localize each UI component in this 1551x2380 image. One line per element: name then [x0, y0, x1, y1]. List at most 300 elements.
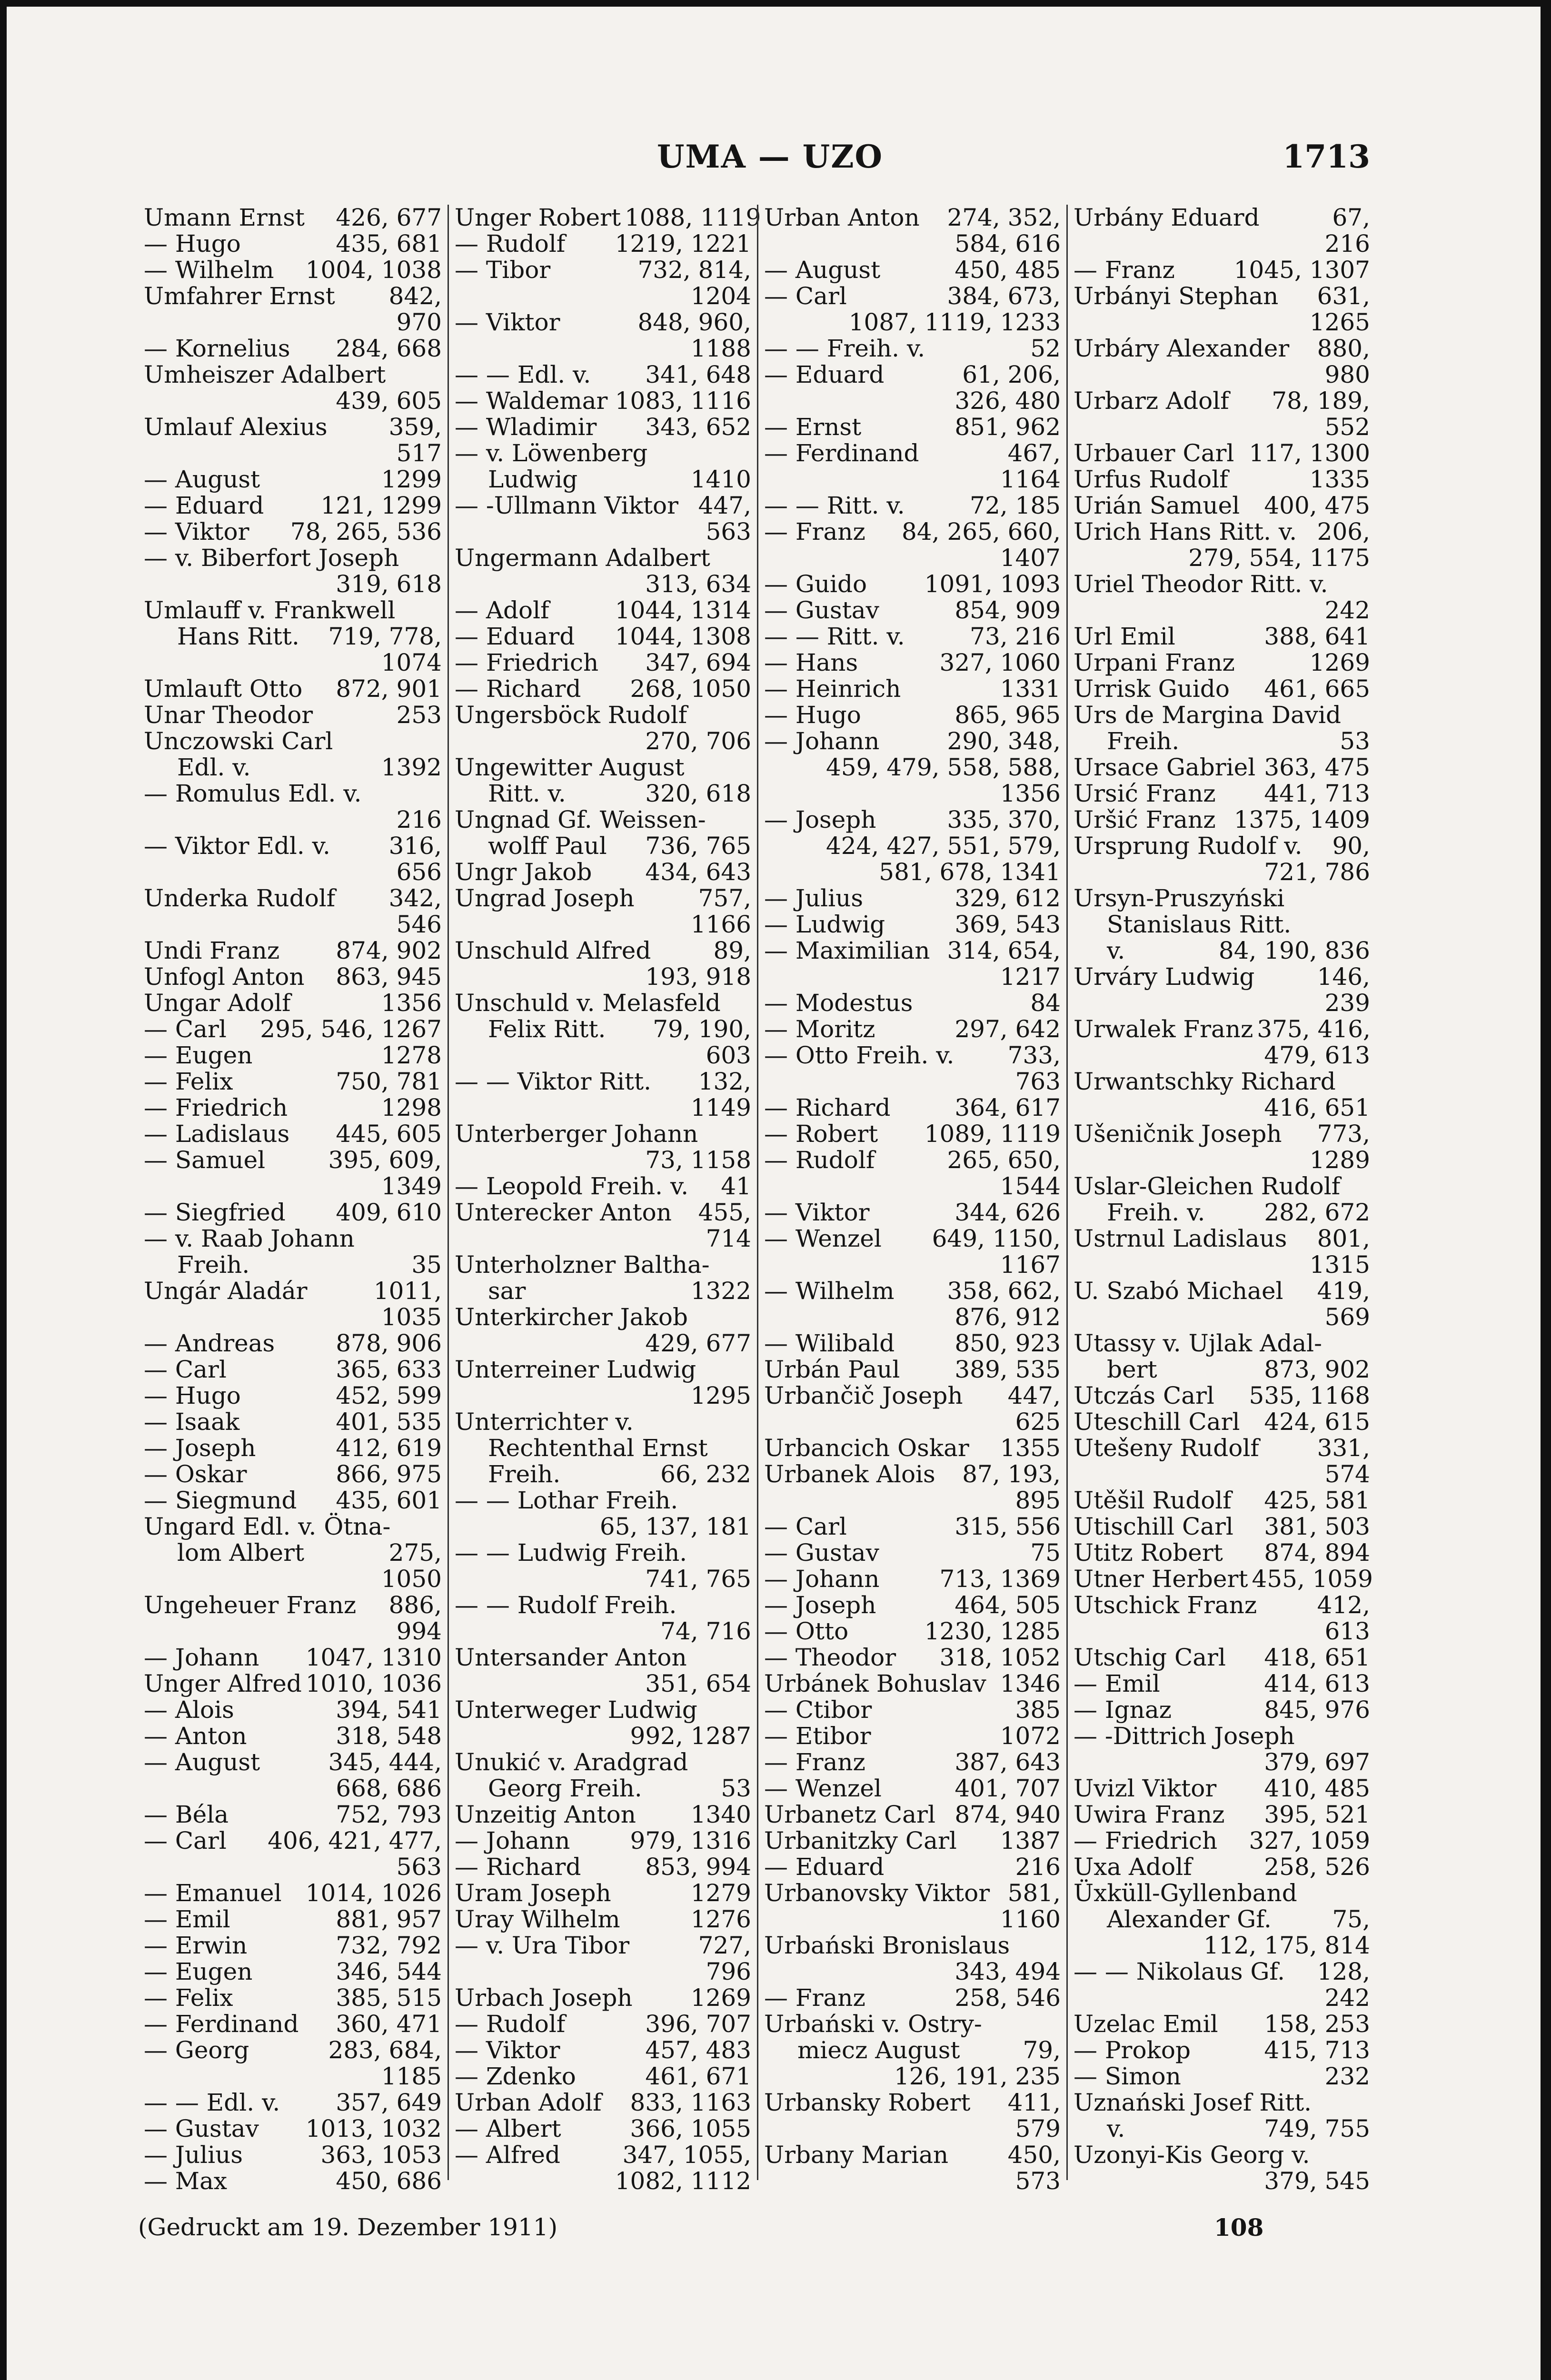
index-entry [144, 1697, 442, 1723]
index-entry [144, 912, 442, 938]
entry-name: — Richard [764, 1094, 891, 1121]
entry-name: — Max [144, 2167, 228, 2195]
entry-pages: 65, 137, 181 [599, 1513, 751, 1540]
index-entry [144, 1330, 442, 1357]
index-entry [764, 676, 1061, 702]
entry-name: — Zdenko [455, 2063, 576, 2090]
entry-name: — August [144, 466, 260, 493]
index-entry [455, 833, 751, 859]
index-entry [144, 1880, 442, 1906]
entry-name: — Siegfried [144, 1199, 286, 1226]
index-column-4 [1066, 204, 1376, 2195]
entry-name: Umheiszer Adalbert [144, 361, 386, 388]
entry-pages: 268, 1050 [630, 675, 751, 703]
entry-pages: 1407 [1000, 544, 1061, 572]
entry-name: Ungár Aladár [144, 1277, 308, 1305]
entry-name: — Tibor [455, 256, 551, 284]
entry-pages: 128, [1317, 1958, 1370, 1985]
entry-pages: 73, 1158 [645, 1146, 751, 1174]
entry-pages: 1013, 1032 [305, 2115, 442, 2142]
index-entry [1074, 545, 1370, 571]
entry-name: Uzonyi-Kis Georg v. [1074, 2141, 1310, 2169]
entry-name: — Kornelius [144, 335, 290, 362]
entry-pages: 455, 1059 [1252, 1565, 1373, 1593]
index-entry [764, 833, 1061, 859]
index-entry [1074, 859, 1370, 885]
entry-name: Uznański Josef Ritt. [1074, 2089, 1312, 2116]
index-entry [764, 2116, 1061, 2142]
entry-name: Utschig Carl [1074, 1644, 1226, 1671]
entry-name: Urpani Franz [1074, 649, 1235, 676]
entry-name: — Prokop [1074, 2036, 1191, 2064]
index-entry [455, 1514, 751, 1540]
entry-name: Uriel Theodor Ritt. v. [1074, 570, 1328, 598]
entry-name: — — Edl. v. [455, 361, 591, 388]
entry-name: — Robert [764, 1120, 878, 1148]
index-entry [455, 1959, 751, 1985]
index-entry [1074, 231, 1370, 257]
entry-name: Unschuld Alfred [455, 937, 651, 964]
entry-pages: 1082, 1112 [615, 2167, 751, 2195]
entry-name: — Wenzel [764, 1775, 882, 1802]
entry-name: Urban Anton [764, 204, 920, 231]
entry-pages: 121, 1299 [320, 492, 442, 519]
entry-name: Urbanetz Carl [764, 1801, 935, 1828]
entry-pages [1366, 885, 1370, 912]
entry-pages: 345, 444, [328, 1748, 442, 1776]
entry-pages: 35 [411, 1251, 442, 1279]
entry-name: — Eugen [144, 1041, 253, 1069]
entry-pages: 375, 416, [1257, 1015, 1371, 1043]
entry-name: — Otto [764, 1617, 849, 1645]
entry-pages: 146, [1317, 963, 1370, 991]
index-entry [455, 2063, 751, 2090]
entry-pages: 242 [1324, 1984, 1370, 2012]
index-entry [1074, 283, 1370, 309]
index-columns [138, 204, 1376, 2195]
entry-pages: 1349 [381, 1172, 442, 1200]
index-entry [1074, 964, 1370, 990]
entry-pages [1366, 1173, 1370, 1200]
entry-pages: 517 [396, 439, 442, 467]
entry-name: — Friedrich [1074, 1827, 1218, 1854]
index-entry [1074, 1226, 1370, 1252]
entry-name: — Adolf [455, 596, 549, 624]
entry-name: Urrisk Guido [1074, 675, 1230, 703]
entry-name: Urich Hans Ritt. v. [1074, 518, 1297, 545]
entry-name: Urbach Joseph [455, 1984, 633, 2012]
entry-name: Utitz Robert [1074, 1539, 1223, 1567]
entry-pages: 750, 781 [336, 1068, 442, 1095]
entry-name: — Johann [144, 1644, 259, 1671]
entry-name: Urbarz Adolf [1074, 387, 1229, 415]
index-entry [1074, 309, 1370, 336]
entry-pages [438, 781, 442, 807]
page-number: 1713 [1283, 138, 1370, 175]
index-entry [144, 1592, 442, 1618]
entry-pages: 343, 652 [645, 413, 751, 441]
index-entry [764, 2011, 1061, 2037]
index-entry [455, 624, 751, 650]
entry-pages: 258, 546 [954, 1984, 1061, 2012]
index-entry [764, 1357, 1061, 1383]
entry-pages: 1047, 1310 [305, 1644, 442, 1671]
entry-pages: 603 [706, 1041, 751, 1069]
entry-name: Uwira Franz [1074, 1801, 1225, 1828]
entry-name: — Alois [144, 1696, 234, 1724]
entry-name: Unterecker Anton [455, 1199, 672, 1226]
index-entry [764, 650, 1061, 676]
entry-pages: 1164 [1000, 466, 1061, 493]
index-entry [764, 1042, 1061, 1069]
index-entry [1074, 1671, 1370, 1697]
entry-pages: 1011, [373, 1277, 442, 1305]
entry-pages: 1315 [1309, 1251, 1370, 1279]
index-entry [1074, 754, 1370, 781]
index-entry [764, 1304, 1061, 1330]
index-entry [455, 1173, 751, 1200]
index-entry [144, 1775, 442, 1802]
index-entry [764, 440, 1061, 466]
entry-pages: 385, 515 [336, 1984, 442, 2012]
entry-pages: 346, 544 [336, 1958, 442, 1985]
entry-pages: 357, 649 [336, 2089, 442, 2116]
entry-name: Urváry Ludwig [1074, 963, 1255, 991]
entry-name: — Friedrich [144, 1094, 288, 1121]
index-entry [144, 205, 442, 231]
entry-pages: 406, 421, 477, [268, 1827, 442, 1854]
entry-pages: 74, 716 [660, 1617, 751, 1645]
entry-pages [747, 1592, 751, 1618]
entry-pages: 364, 617 [954, 1094, 1061, 1121]
entry-pages: 52 [1030, 335, 1061, 362]
entry-pages: 351, 654 [645, 1670, 751, 1697]
index-entry [764, 414, 1061, 440]
entry-pages: 796 [706, 1958, 751, 1985]
index-entry [455, 1828, 751, 1854]
entry-pages [1366, 1069, 1370, 1095]
index-entry [455, 231, 751, 257]
entry-name: Ustrnul Ladislaus [1074, 1225, 1287, 1252]
index-entry [455, 1069, 751, 1095]
entry-pages [747, 990, 751, 1016]
entry-name: Uteschill Carl [1074, 1408, 1240, 1436]
entry-pages: 631, [1317, 282, 1370, 310]
entry-name: Edl. v. [177, 754, 251, 781]
index-entry [144, 2116, 442, 2142]
entry-pages: 1340 [690, 1801, 751, 1828]
entry-pages: 359, [388, 413, 442, 441]
index-entry [455, 493, 751, 519]
entry-pages: 411, [1007, 2089, 1061, 2116]
entry-pages: 270, 706 [645, 727, 751, 755]
index-entry [144, 1069, 442, 1095]
index-entry [455, 1330, 751, 1357]
entry-name: — Maximilian [764, 937, 930, 964]
index-entry [455, 1095, 751, 1121]
entry-name: — Leopold Freih. v. [455, 1172, 689, 1200]
entry-pages [747, 1488, 751, 1514]
entry-pages: 282, 672 [1264, 1199, 1370, 1226]
entry-name: — — Nikolaus Gf. [1074, 1958, 1285, 1985]
entry-pages: 295, 546, 1267 [260, 1015, 442, 1043]
entry-pages: 719, 778, [328, 623, 442, 650]
index-entry [455, 650, 751, 676]
entry-name: — -Dittrich Joseph [1074, 1722, 1295, 1750]
entry-pages: 1185 [381, 2063, 442, 2090]
entry-pages: 84, 190, 836 [1218, 937, 1370, 964]
entry-name: — Wilibald [764, 1329, 895, 1357]
entry-pages: 625 [1015, 1408, 1061, 1436]
entry-name: Ungewitter August [455, 754, 685, 781]
index-entry [1074, 519, 1370, 545]
index-entry [455, 990, 751, 1016]
entry-name: — Viktor [455, 2036, 560, 2064]
entry-name: — Simon [1074, 2063, 1181, 2090]
entry-name: Uram Joseph [455, 1879, 611, 1907]
index-entry [455, 885, 751, 912]
entry-pages: 435, 601 [336, 1487, 442, 1514]
entry-name: Felix Ritt. [488, 1015, 606, 1043]
entry-name: — Albert [455, 2115, 561, 2142]
index-entry [764, 1069, 1061, 1095]
entry-pages: 318, 1052 [939, 1644, 1061, 1671]
entry-pages: 385 [1015, 1696, 1061, 1724]
entry-name: Unar Theodor [144, 701, 313, 729]
entry-name: — Anton [144, 1722, 247, 1750]
entry-name: — Wilhelm [144, 256, 274, 284]
index-entry [764, 309, 1061, 336]
entry-name: Unterholzner Baltha- [455, 1251, 710, 1279]
index-entry [1074, 1828, 1370, 1854]
entry-pages: 552 [1324, 413, 1370, 441]
entry-pages: 447, [698, 492, 751, 519]
index-entry [144, 2142, 442, 2168]
index-entry [764, 362, 1061, 388]
entry-name: — Wenzel [764, 1225, 882, 1252]
index-entry [144, 1016, 442, 1042]
index-entry [455, 1121, 751, 1147]
entry-name: — Heinrich [764, 675, 901, 703]
index-entry [144, 781, 442, 807]
entry-name: Urwantschky Richard [1074, 1068, 1336, 1095]
entry-pages: 347, 1055, [622, 2141, 751, 2169]
entry-name: — Rudolf [455, 230, 566, 258]
entry-pages: 53 [1340, 727, 1370, 755]
index-entry [1074, 362, 1370, 388]
index-entry [764, 519, 1061, 545]
entry-name: — Béla [144, 1801, 229, 1828]
index-entry [455, 362, 751, 388]
entry-pages: 450, 686 [336, 2167, 442, 2195]
entry-pages [438, 728, 442, 754]
entry-name: — Johann [455, 1827, 570, 1854]
entry-name: — Richard [455, 1853, 581, 1881]
index-entry [1074, 1802, 1370, 1828]
entry-pages: 459, 479, 558, 588, [826, 754, 1061, 781]
index-entry [455, 1592, 751, 1618]
entry-name: — Andreas [144, 1329, 275, 1357]
index-entry [1074, 1016, 1370, 1042]
entry-pages: 320, 618 [645, 780, 751, 807]
entry-pages [747, 545, 751, 571]
entry-pages: 84 [1030, 989, 1061, 1017]
index-entry [764, 990, 1061, 1016]
index-entry [1074, 1592, 1370, 1618]
index-entry [455, 1304, 751, 1330]
entry-pages: 314, 654, [947, 937, 1061, 964]
entry-name: — — Viktor Ritt. [455, 1068, 652, 1095]
index-entry [1074, 388, 1370, 414]
entry-name: Utešeny Rudolf [1074, 1434, 1259, 1462]
entry-pages: 713, 1369 [939, 1565, 1061, 1593]
entry-pages: 872, 901 [336, 675, 442, 703]
entry-pages: 584, 616 [954, 230, 1061, 258]
index-entry [455, 1488, 751, 1514]
entry-name: — Isaak [144, 1408, 240, 1436]
index-entry [1074, 2168, 1370, 2194]
entry-pages: 331, [1317, 1434, 1370, 1462]
index-entry [764, 1618, 1061, 1645]
index-entry [764, 2090, 1061, 2116]
entry-pages: 1375, 1409 [1233, 806, 1370, 833]
entry-pages: 369, 543 [954, 911, 1061, 938]
entry-pages: 1331 [1000, 675, 1061, 703]
entry-pages: 416, 651 [1264, 1094, 1370, 1121]
index-entry [455, 1357, 751, 1383]
index-entry [455, 859, 751, 885]
entry-name: — Felix [144, 1984, 233, 2012]
entry-name: Utěšil Rudolf [1074, 1487, 1232, 1514]
index-entry [1074, 336, 1370, 362]
index-entry [1074, 1330, 1370, 1357]
entry-name: — Emil [1074, 1670, 1160, 1697]
index-entry [764, 1226, 1061, 1252]
index-entry [764, 1854, 1061, 1880]
index-entry [455, 1802, 751, 1828]
entry-pages: 327, 1060 [939, 649, 1061, 676]
entry-name: Üxküll-Gyllenband [1074, 1879, 1297, 1907]
entry-pages: 75 [1030, 1539, 1061, 1567]
entry-pages [1366, 1723, 1370, 1749]
index-entry [144, 2168, 442, 2194]
entry-pages: 424, 427, 551, 579, [826, 832, 1061, 860]
entry-pages: 461, 665 [1264, 675, 1370, 703]
entry-name: Unzeitig Anton [455, 1801, 636, 1828]
print-date-note: (Gedruckt am 19. Dezember 1911) [138, 2213, 558, 2241]
entry-pages: 258, 526 [1264, 1853, 1370, 1881]
entry-pages: 732, 814, [637, 256, 751, 284]
entry-pages: 439, 605 [336, 387, 442, 415]
index-entry [764, 1514, 1061, 1540]
entry-name: Unukić v. Aradgrad [455, 1748, 688, 1776]
entry-pages: 297, 642 [954, 1015, 1061, 1043]
entry-name: Ungar Adolf [144, 989, 291, 1017]
entry-name: Urbany Marian [764, 2141, 949, 2169]
entry-pages: 363, 1053 [320, 2141, 442, 2169]
entry-name: — Julius [144, 2141, 243, 2169]
entry-pages: 881, 957 [336, 1905, 442, 1933]
entry-name: Utczás Carl [1074, 1382, 1214, 1409]
entry-pages: 313, 634 [645, 570, 751, 598]
entry-pages: 866, 975 [336, 1460, 442, 1488]
entry-pages: 732, 792 [336, 1932, 442, 1959]
index-entry [764, 1409, 1061, 1435]
entry-name: — Ferdinand [144, 2010, 299, 2038]
index-entry [144, 702, 442, 728]
index-entry [144, 1906, 442, 1933]
index-entry [455, 1226, 751, 1252]
entry-pages: 1279 [690, 1879, 751, 1907]
index-entry [1074, 885, 1370, 912]
index-entry [144, 1147, 442, 1173]
index-entry [1074, 1200, 1370, 1226]
entry-pages: 61, 206, [962, 361, 1061, 388]
entry-name: Urbanek Alois [764, 1460, 935, 1488]
entry-name: — — Ritt. v. [764, 492, 905, 519]
entry-name: — Franz [764, 518, 865, 545]
entry-pages: 358, 662, [947, 1277, 1061, 1305]
entry-pages: 90, [1332, 832, 1370, 860]
entry-name: Uvizl Viktor [1074, 1775, 1217, 1802]
index-entry [764, 1985, 1061, 2011]
entry-pages: 752, 793 [336, 1801, 442, 1828]
entry-pages: 1089, 1119 [924, 1120, 1061, 1148]
entry-pages: 569 [1324, 1303, 1370, 1331]
entry-pages: 1083, 1116 [615, 387, 751, 415]
entry-name: bert [1107, 1356, 1157, 1383]
index-entry [764, 912, 1061, 938]
entry-pages: 1289 [1309, 1146, 1370, 1174]
entry-name: Ursić Franz [1074, 780, 1216, 807]
index-entry [1074, 912, 1370, 938]
index-entry [764, 624, 1061, 650]
index-entry [764, 1906, 1061, 1933]
entry-pages: 979, 1316 [630, 1827, 751, 1854]
entry-name: Umlauft Otto [144, 675, 303, 703]
entry-name: — Eduard [764, 361, 885, 388]
entry-name: Ungard Edl. v. Ötna- [144, 1513, 391, 1540]
index-entry [1074, 702, 1370, 728]
entry-pages [438, 362, 442, 388]
entry-pages: 878, 906 [336, 1329, 442, 1357]
entry-pages: 434, 643 [645, 858, 751, 886]
index-entry [1074, 466, 1370, 493]
index-entry [144, 1618, 442, 1645]
entry-pages: 395, 609, [328, 1146, 442, 1174]
entry-name: — Hugo [144, 1382, 241, 1409]
entry-pages: 265, 650, [947, 1146, 1061, 1174]
entry-pages: 895 [1015, 1487, 1061, 1514]
index-entry [455, 1697, 751, 1723]
entry-name: — Franz [764, 1984, 865, 2012]
entry-name: Urs de Margina David [1074, 701, 1342, 729]
entry-name: — Ignaz [1074, 1696, 1172, 1724]
index-entry [455, 440, 751, 466]
entry-pages: 874, 894 [1264, 1539, 1370, 1567]
index-entry [1074, 1383, 1370, 1409]
entry-pages [747, 1697, 751, 1723]
entry-pages [1366, 1880, 1370, 1906]
entry-pages: 464, 505 [954, 1591, 1061, 1619]
entry-pages: 400, 475 [1264, 492, 1370, 519]
entry-pages: 1387 [1000, 1827, 1061, 1854]
entry-pages: 970 [396, 308, 442, 336]
entry-name: — Johann [764, 727, 880, 755]
index-entry [1074, 938, 1370, 964]
entry-name: Ritt. v. [488, 780, 566, 807]
index-entry [1074, 1173, 1370, 1200]
